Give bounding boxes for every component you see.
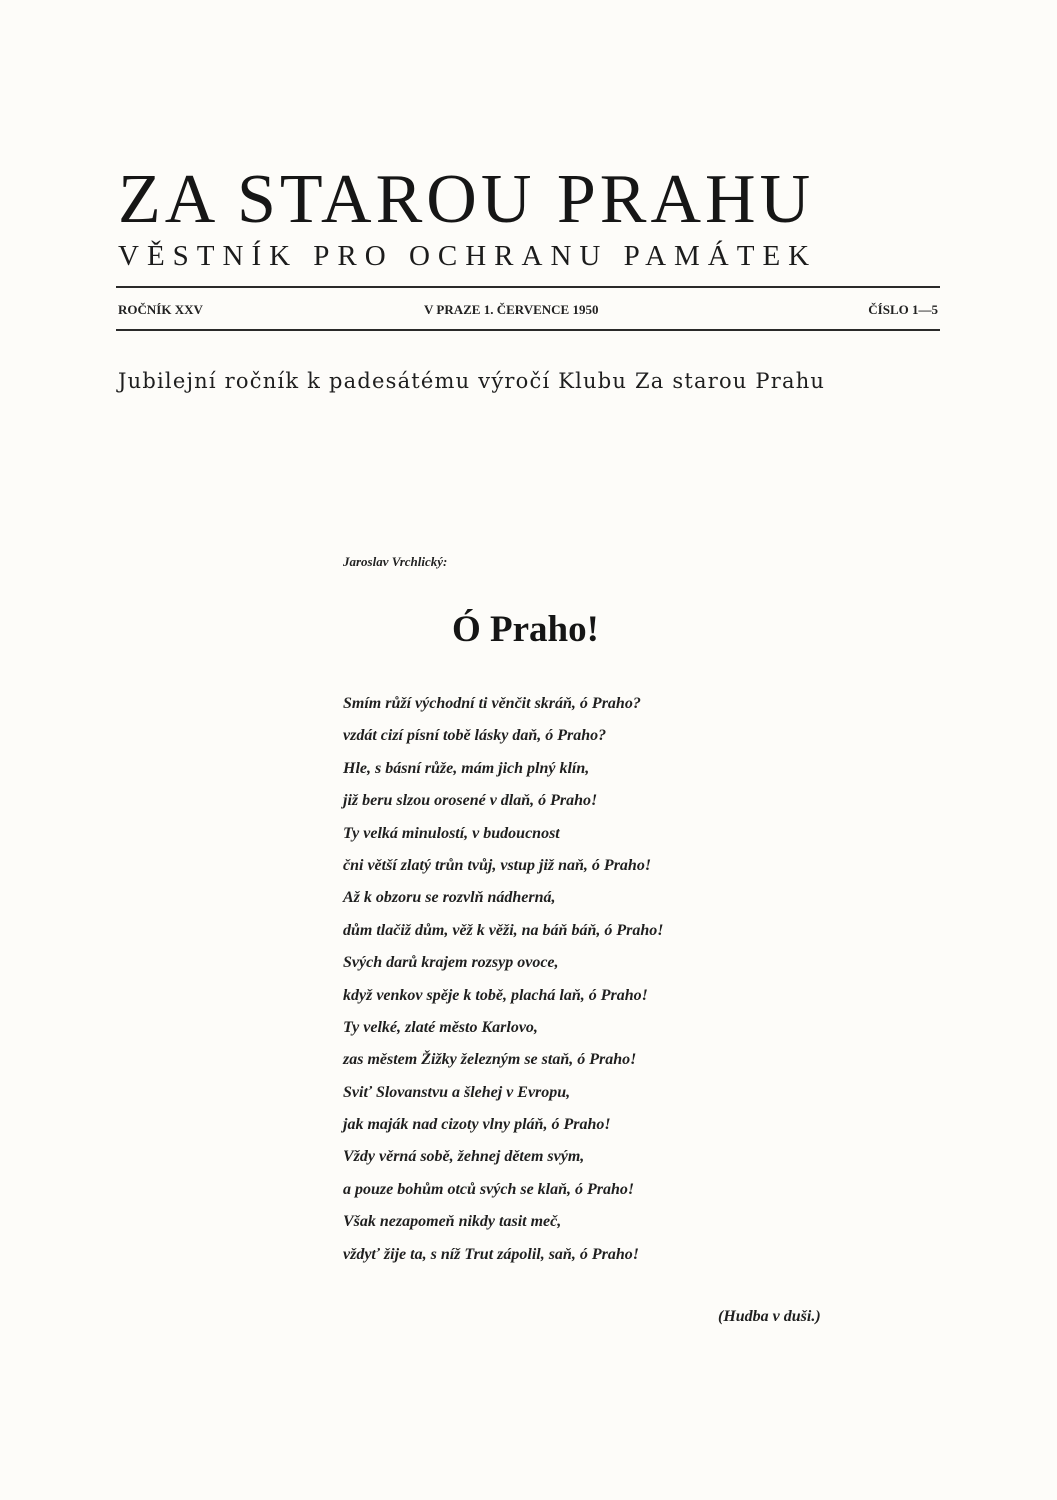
masthead-rule-bottom [116,329,940,331]
poem-line: již beru slzou orosené v dlaň, ó Praho! [343,792,598,810]
masthead-subtitle: VĚSTNÍK PRO OCHRANU PAMÁTEK [118,240,818,272]
issue-date: V PRAZE 1. ČERVENCE 1950 [424,302,599,317]
masthead-rule-top [116,286,940,288]
jubilee-heading: Jubilejní ročník k padesátému výročí Klubu Za starou Prahu [118,369,826,393]
poem-line: Vždy věrná sobě, žehnej dětem svým, [343,1148,585,1166]
poem-line: vzdát cizí písní tobě lásky daň, ó Praho? [343,727,607,745]
poem-line: Hle, s básní růže, mám jich plný klín, [343,759,590,777]
poem-line: Svých darů krajem rozsyp ovoce, [343,954,559,972]
poem-line: když venkov spěje k tobě, plachá laň, ó Praho! [343,986,648,1004]
poem-line: zas městem Žižky železným se staň, ó Praho! [343,1051,637,1069]
poem-line: Až k obzoru se rozvlň nádherná, [343,889,556,907]
poem-line: a pouze bohům otců svých se klaň, ó Praho! [343,1180,635,1198]
poem-line: Smím růží východní ti věnčit skráň, ó Praho? [343,695,641,712]
poem-title: Ó Praho! [452,609,599,650]
poem-source: (Hudba v duši.) [718,1308,821,1325]
poem-line: čni větší zlatý trůn tvůj, vstup již naň, ó Praho! [343,856,652,874]
poem-line: Však nezapomeň nikdy tasit meč, [343,1213,562,1231]
issue-volume: ROČNÍK XXV [118,302,203,317]
poem-line: jak maják nad cizoty vlny pláň, ó Praho! [343,1116,611,1134]
poem-author: Jaroslav Vrchlický: [343,554,448,569]
issue-line [118,298,938,322]
poem-line: Sviť Slovanstvu a šlehej v Evropu, [343,1083,571,1101]
masthead-title: ZA STAROU PRAHU [118,161,815,238]
issue-number: ČÍSLO 1—5 [868,302,938,317]
poem-body [343,688,663,1271]
poem-line: Ty velká minulostí, v budoucnost [343,824,560,842]
poem-line: dům tlačiž dům, věž k věži, na báň báň, ó Praho! [343,921,664,939]
poem-line: vždyť žije ta, s níž Trut zápolil, saň, ó Praho! [343,1245,639,1263]
poem-line: Ty velké, zlaté město Karlovo, [343,1018,538,1036]
